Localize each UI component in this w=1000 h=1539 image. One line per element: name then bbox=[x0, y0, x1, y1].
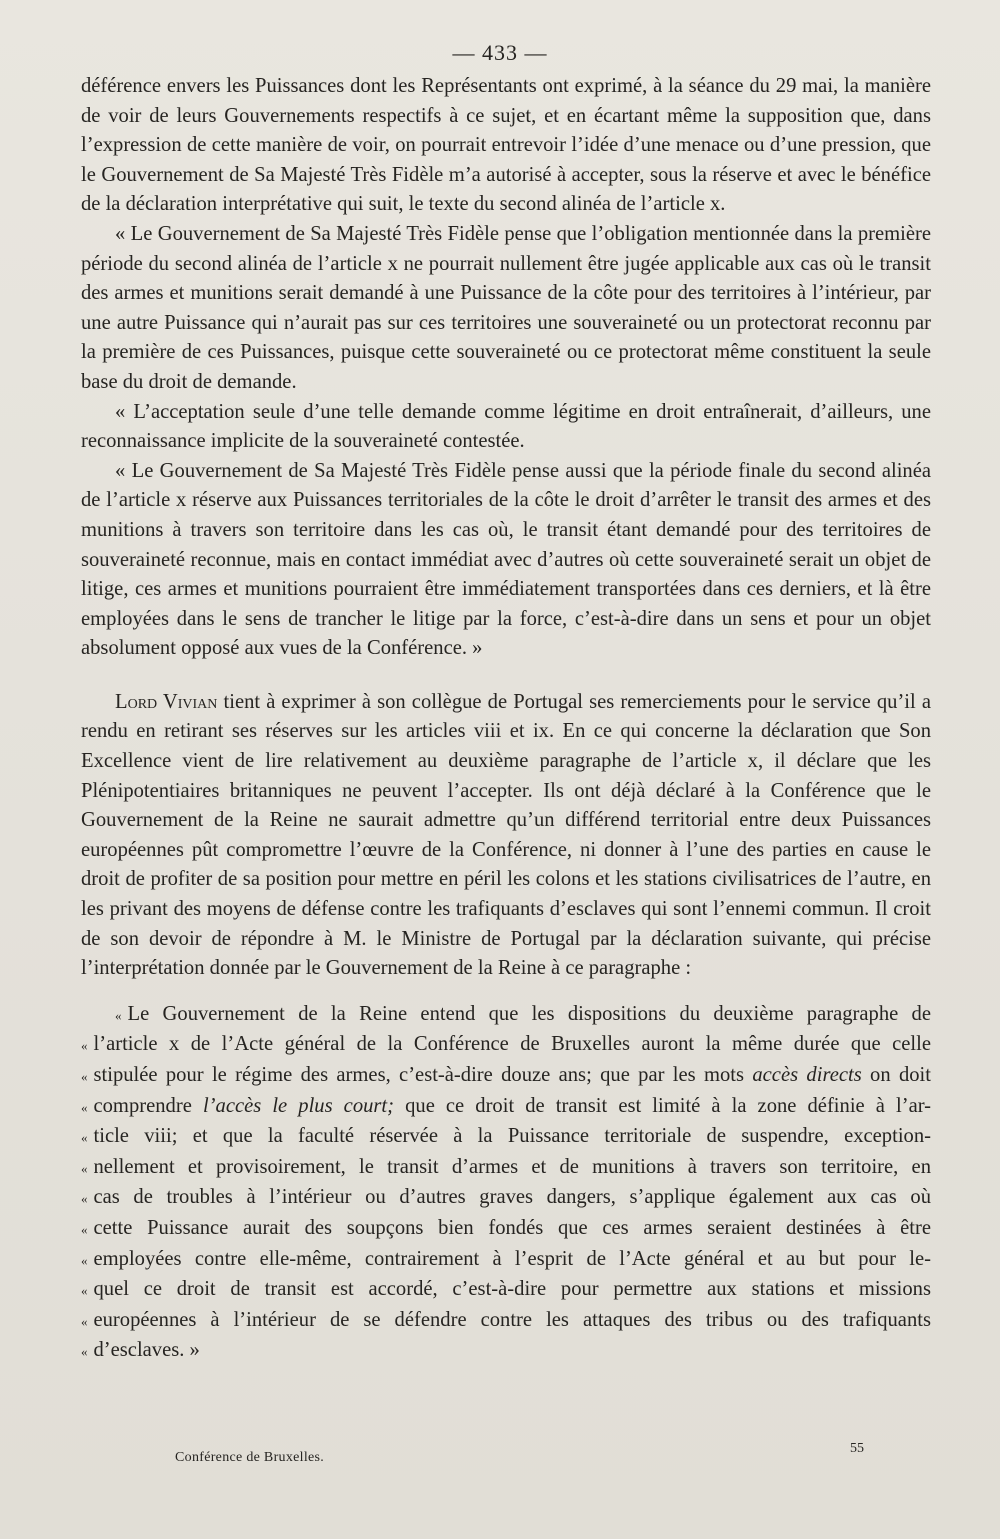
declaration-line-text: d’esclaves. » bbox=[93, 1339, 200, 1362]
paragraph-lord-vivian bbox=[81, 688, 931, 984]
quote-mark: « bbox=[81, 1313, 88, 1329]
quote-mark: « bbox=[81, 1038, 88, 1054]
quote-mark: « bbox=[81, 1221, 88, 1237]
declaration-line-text: Le Gouvernement de la Reine entend que les dispositions du deuxième paragraphe de bbox=[127, 1002, 931, 1025]
declaration-line bbox=[81, 1030, 931, 1061]
british-declaration bbox=[81, 1000, 931, 1367]
speaker-name: Lord Vivian bbox=[115, 690, 218, 713]
declaration-line bbox=[81, 1306, 931, 1337]
declaration-line bbox=[81, 1245, 931, 1276]
declaration-line-text: quel ce droit de transit est accordé, c’est-à-dire pour permettre aux stations et missions bbox=[93, 1278, 931, 1301]
footer-title: Conférence de Bruxelles. bbox=[175, 1450, 325, 1465]
quote-mark: « bbox=[81, 1283, 88, 1299]
page-number: — 433 — bbox=[452, 40, 548, 65]
quote-mark: « bbox=[115, 1007, 122, 1023]
declaration-line-text: stipulée pour le régime des armes, c’est-à-dire douze ans; que par les mots bbox=[93, 1064, 753, 1086]
declaration-italic-term: accès directs bbox=[752, 1064, 862, 1086]
declaration-line bbox=[81, 1275, 931, 1306]
declaration-line bbox=[81, 1122, 931, 1153]
declaration-line-text: ticle viii; et que la faculté réservée à la Puissance territoriale de suspendre, exception- bbox=[93, 1125, 931, 1148]
body-text bbox=[81, 72, 931, 1367]
declaration-line-text: l’article x de l’Acte général de la Conférence de Bruxelles auront la même durée que celle bbox=[93, 1033, 931, 1056]
declaration-line-text: européennes à l’intérieur de se défendre contre les attaques des tribus ou des trafiquants bbox=[93, 1308, 931, 1331]
paragraph-lord-vivian-text: tient à exprimer à son collègue de Portugal ses remerciements pour le service qu’il a rendu en retirant ses réserves sur les articles viii et ix. En ce qui concerne la déclaration que Son Excellence vient de lire relativement au deuxième paragraphe de l’article x, il déclare que les Plénipotentiaires britanniques ne peuvent l’accepter. Ils ont déjà déclaré à la Conférence que le Gouvernement de la Reine ne saurait admettre qu’un différend territorial entre deux Puissances européennes pût compromettre l’œuvre de la Conférence, ni donner à l’une des parties en cause le droit de profiter de sa position pour mettre en péril les colons et les stations civilisatrices de l’autre, en les privant des moyens de défense contre les trafiquants d’esclaves qui sont l’ennemi commun. Il croit de son devoir de répondre à M. le Ministre de Portugal par la déclaration suivante, qui précise l’interprétation donnée par le Gouvernement de la Reine à ce paragraphe : bbox=[81, 690, 931, 980]
declaration-line bbox=[81, 1183, 931, 1214]
declaration-line bbox=[81, 1092, 931, 1123]
declaration-line-text: cette Puissance aurait des soupçons bien fondés que ces armes seraient destinées à être bbox=[93, 1216, 931, 1239]
declaration-line bbox=[81, 1061, 931, 1092]
quote-mark: « bbox=[81, 1130, 88, 1146]
quote-mark: « bbox=[81, 1252, 88, 1268]
declaration-line-text: on doit bbox=[861, 1064, 931, 1086]
declaration-line bbox=[81, 1214, 931, 1245]
declaration-line-text: cas de troubles à l’intérieur ou d’autres graves dangers, s’applique également aux cas où bbox=[93, 1186, 931, 1209]
declaration-line-text: employées contre elle-même, contrairement à l’esprit de l’Acte général et au but pour le- bbox=[93, 1247, 931, 1270]
declaration-line-text: comprendre bbox=[93, 1094, 203, 1117]
declaration-line bbox=[81, 1000, 931, 1031]
paragraph-portugal-declaration-1: « Le Gouvernement de Sa Majesté Très Fidèle pense que l’obligation mentionnée dans la première période du second alinéa de l’article x ne pourrait nullement être jugée applicable aux cas où le transit des armes et munitions serait demandé à une Puissance de la côte pour des territoires à l’intérieur, par une autre Puissance qui n’aurait pas sur ces territoires une souveraineté ou un protectorat reconnu par la première de ces Puissances, puisque cette souveraineté ou ce protectorat même constituent la seule base du droit de demande. bbox=[81, 222, 931, 393]
footer-signature-number: 55 bbox=[850, 1441, 864, 1456]
quote-mark: « bbox=[81, 1344, 88, 1360]
declaration-line bbox=[81, 1153, 931, 1184]
paragraph-portugal-declaration-3: « Le Gouvernement de Sa Majesté Très Fidèle pense aussi que la période finale du second alinéa de l’article x réserve aux Puissances territoriales de la côte le droit d’arrêter le transit des armes et des munitions à travers son territoire dans les cas où, le transit étant demandé pour des territoires de souveraineté reconnue, mais en contact immédiat avec d’autres où cette souveraineté serait un objet de litige, ces armes et munitions pourraient être immédiatement transportées dans ces derniers, et là être employées dans le sens de trancher le litige par la force, c’est-à-dire dans un sens et pour un objet absolument opposé aux vues de la Conférence. » bbox=[81, 459, 931, 660]
declaration-line bbox=[81, 1336, 931, 1367]
declaration-italic-term: l’accès le plus court; bbox=[202, 1094, 395, 1117]
quote-mark: « bbox=[81, 1069, 88, 1084]
paragraph-portugal-declaration-2: « L’acceptation seule d’une telle demande comme légitime en droit entraînerait, d’ailleurs, une reconnaissance implicite de la souveraineté contestée. bbox=[81, 400, 931, 453]
declaration-line-text: que ce droit de transit est limité à la zone définie à l’ar- bbox=[394, 1094, 932, 1117]
quote-mark: « bbox=[81, 1160, 88, 1176]
quote-mark: « bbox=[81, 1191, 88, 1207]
quote-mark: « bbox=[81, 1099, 88, 1115]
paragraph-continuation: déférence envers les Puissances dont les Représentants ont exprimé, à la séance du 29 mai, la manière de voir de leurs Gouvernements respectifs à ce sujet, et en écartant même la supposition que, dans l’expression de cette manière de voir, on pourrait entrevoir l’idée d’une menace ou d’une pression, que le Gouvernement de Sa Majesté Très Fidèle m’a autorisé à accepter, sous la réserve et avec le bénéfice de la déclaration interprétative qui suit, le texte du second alinéa de l’article x. bbox=[81, 75, 931, 216]
declaration-line-text: nellement et provisoirement, le transit d’armes et de munitions à travers son territoire, en bbox=[93, 1155, 931, 1178]
